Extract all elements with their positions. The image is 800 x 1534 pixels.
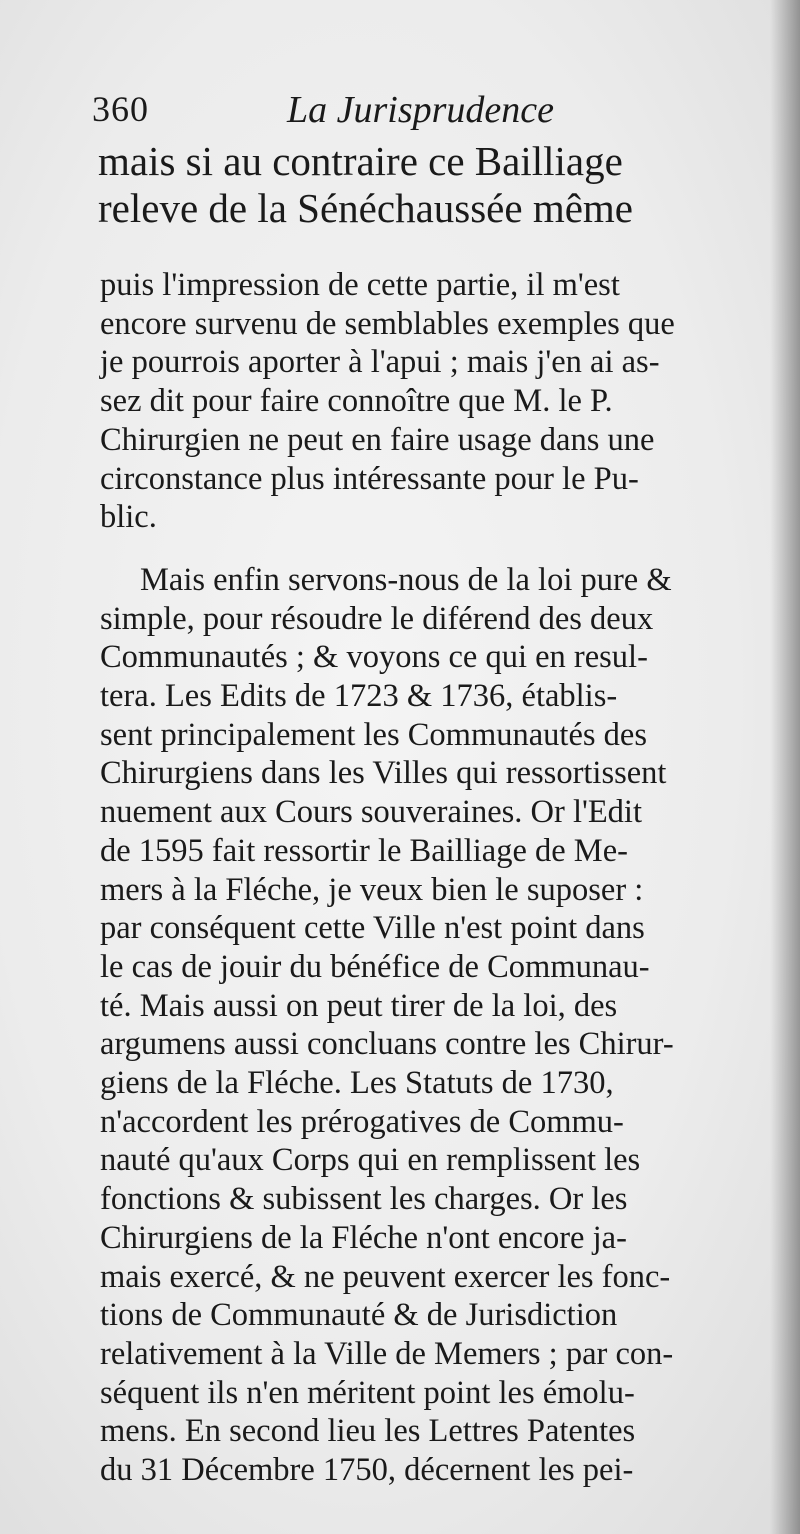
- text-line: mers à la Fléche, je veux bien le suposer :: [100, 871, 644, 908]
- page-number: 360: [92, 89, 149, 129]
- text-line: Chirurgiens dans les Villes qui ressortissent: [100, 755, 667, 792]
- text-line: releve de la Sénéchaussée même: [98, 185, 634, 231]
- text-line: mens. En second lieu les Lettres Patentes: [100, 1413, 636, 1450]
- text-line: Mais enfin servons-nous de la loi pure &: [140, 561, 672, 598]
- text-line: mais exercé, & ne peuvent exercer les fonc-: [100, 1258, 671, 1295]
- text-line: Communautés ; & voyons ce qui en resul-: [100, 639, 648, 676]
- text-line: giens de la Fléche. Les Statuts de 1730,: [100, 1065, 614, 1102]
- text-line: argumens aussi concluans contre les Chirur-: [100, 1026, 674, 1063]
- text-line: Chirurgien ne peut en faire usage dans une: [100, 421, 655, 458]
- text-line: Chirurgiens de la Fléche n'ont encore ja-: [100, 1219, 627, 1256]
- text-line: relativement à la Ville de Memers ; par con-: [100, 1335, 674, 1372]
- text-line: mais si au contraire ce Bailliage: [98, 138, 623, 184]
- text-line: je pourrois aporter à l'apui ; mais j'en ai as-: [100, 344, 660, 381]
- text-line: de 1595 fait ressortir le Bailliage de Me-: [100, 832, 628, 869]
- text-line: nuement aux Cours souveraines. Or l'Edit: [100, 794, 642, 831]
- text-line: par conséquent cette Ville n'est point dans: [100, 910, 645, 947]
- text-line: tions de Communauté & de Jurisdiction: [100, 1297, 618, 1334]
- text-line: simple, pour résoudre le diférend des deux: [100, 600, 654, 637]
- text-line: n'accordent les prérogatives de Commu-: [100, 1103, 624, 1140]
- text-line: du 31 Décembre 1750, décernent les pei-: [100, 1452, 634, 1489]
- text-line: encore survenu de semblables exemples que: [100, 305, 675, 342]
- paragraph-2: [100, 561, 740, 1490]
- text-line: tera. Les Edits de 1723 & 1736, établis-: [100, 678, 618, 715]
- pasted-top-lines: [98, 138, 738, 232]
- text-line: blic.: [100, 499, 157, 536]
- running-head: [92, 88, 612, 138]
- text-line: fonctions & subissent les charges. Or les: [100, 1181, 628, 1218]
- paragraph-1: [100, 266, 740, 537]
- body-text: [100, 266, 740, 1490]
- paragraph-gap: [100, 537, 740, 561]
- text-line: sez dit pour faire connoître que M. le P.: [100, 383, 613, 420]
- page-edge-shadow: [770, 0, 800, 1534]
- text-line: sent principalement les Communautés des: [100, 716, 647, 753]
- text-line: nauté qu'aux Corps qui en remplissent les: [100, 1142, 641, 1179]
- text-line: puis l'impression de cette partie, il m'est: [100, 267, 620, 303]
- running-title: La Jurisprudence: [287, 89, 555, 131]
- text-line: circonstance plus intéressante pour le Pu-: [100, 460, 639, 497]
- text-line: le cas de jouir du bénéfice de Communau-: [100, 948, 650, 985]
- text-line: séquent ils n'en méritent point les émolu-: [100, 1374, 635, 1411]
- text-line: té. Mais aussi on peut tirer de la loi, des: [100, 987, 618, 1024]
